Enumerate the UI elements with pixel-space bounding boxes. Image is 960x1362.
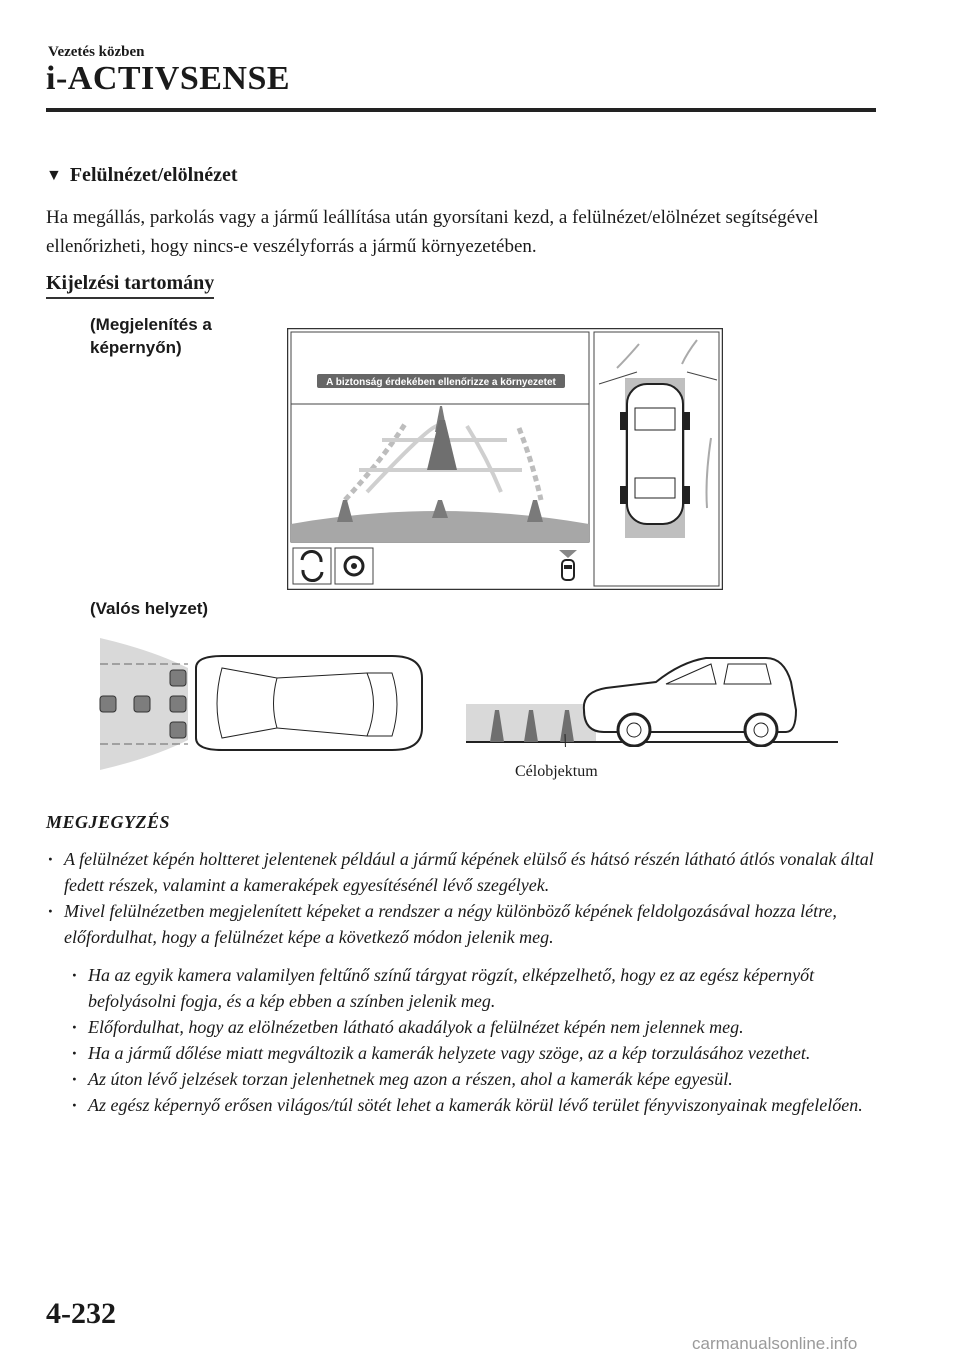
note-item: · Mivel felülnézetben megjelenített képeket a rendszer a négy különböző képének feldolgozásával hozza létre, előfordulhat, hogy a felülnézet képe a következő módon jelenik meg. bbox=[46, 898, 886, 950]
header-rule bbox=[46, 108, 876, 112]
real-side-view-illustration bbox=[466, 652, 838, 747]
screen-caption: (Megjelenítés a képernyőn) bbox=[90, 315, 212, 357]
display-range-heading: Kijelzési tartomány bbox=[46, 272, 214, 299]
target-object-label: Célobjektum bbox=[515, 763, 598, 780]
section-label: Vezetés közben bbox=[48, 44, 145, 60]
chapter-title: i-ACTIVSENSE bbox=[46, 60, 291, 97]
watermark: carmanualsonline.info bbox=[692, 1334, 858, 1353]
note-item: · A felülnézet képén holtteret jelentenek például a jármű képének elülső és hátsó részén látható átlós vonalak által fedett részek, valamint a kameraképek egyesítésénél lévő szegélyek. bbox=[46, 846, 886, 898]
warning-banner-text: A biztonság érdekében ellenőrizze a környezetet bbox=[326, 377, 556, 388]
note-title: MEGJEGYZÉS bbox=[46, 812, 171, 832]
front-view-panel bbox=[291, 332, 589, 542]
note-subitem: · Az úton lévő jelzések torzan jelenhetnek meg azon a részen, ahol a kamerák képe egyesül. bbox=[70, 1066, 886, 1092]
note-subitem: · Ha az egyik kamera valamilyen feltűnő színű tárgyat rögzít, elképzelhető, hogy ez az egész képernyőt befolyásolni fogja, és a kép ebben a színben jelenik meg. bbox=[70, 962, 886, 1014]
subsection-heading bbox=[46, 164, 238, 187]
top-view-panel bbox=[594, 332, 719, 586]
note-subitem: · Előfordulhat, hogy az elölnézetben látható akadályok a felülnézet képén nem jelennek meg. bbox=[70, 1014, 886, 1040]
subsection-heading-text: Felülnézet/elölnézet bbox=[69, 164, 238, 186]
note-subitem: · Az egész képernyő erősen világos/túl sötét lehet a kamerák körül lévő terület fényviszonyainak megfelelően. bbox=[70, 1092, 886, 1118]
screen-illustration bbox=[287, 328, 723, 590]
page-number: 4-232 bbox=[46, 1297, 116, 1330]
note-subitem: · Ha a jármű dőlése miatt megváltozik a kamerák helyzete vagy szöge, az a kép torzulásához vezethet. bbox=[70, 1040, 886, 1066]
intro-paragraph: Ha megállás, parkolás vagy a jármű leállítása után gyorsítani kezd, a felülnézet/elölnézet segítségével ellenőrizheti, hogy nincs-e veszélyforrás a jármű környezetében. bbox=[46, 207, 819, 257]
real-top-view-illustration bbox=[92, 628, 442, 778]
real-situation-caption: (Valós helyzet) bbox=[90, 599, 209, 618]
note-body bbox=[46, 846, 886, 1118]
camera-switch-icon[interactable] bbox=[293, 548, 331, 584]
triangle-down-icon: ▼ bbox=[46, 166, 62, 184]
